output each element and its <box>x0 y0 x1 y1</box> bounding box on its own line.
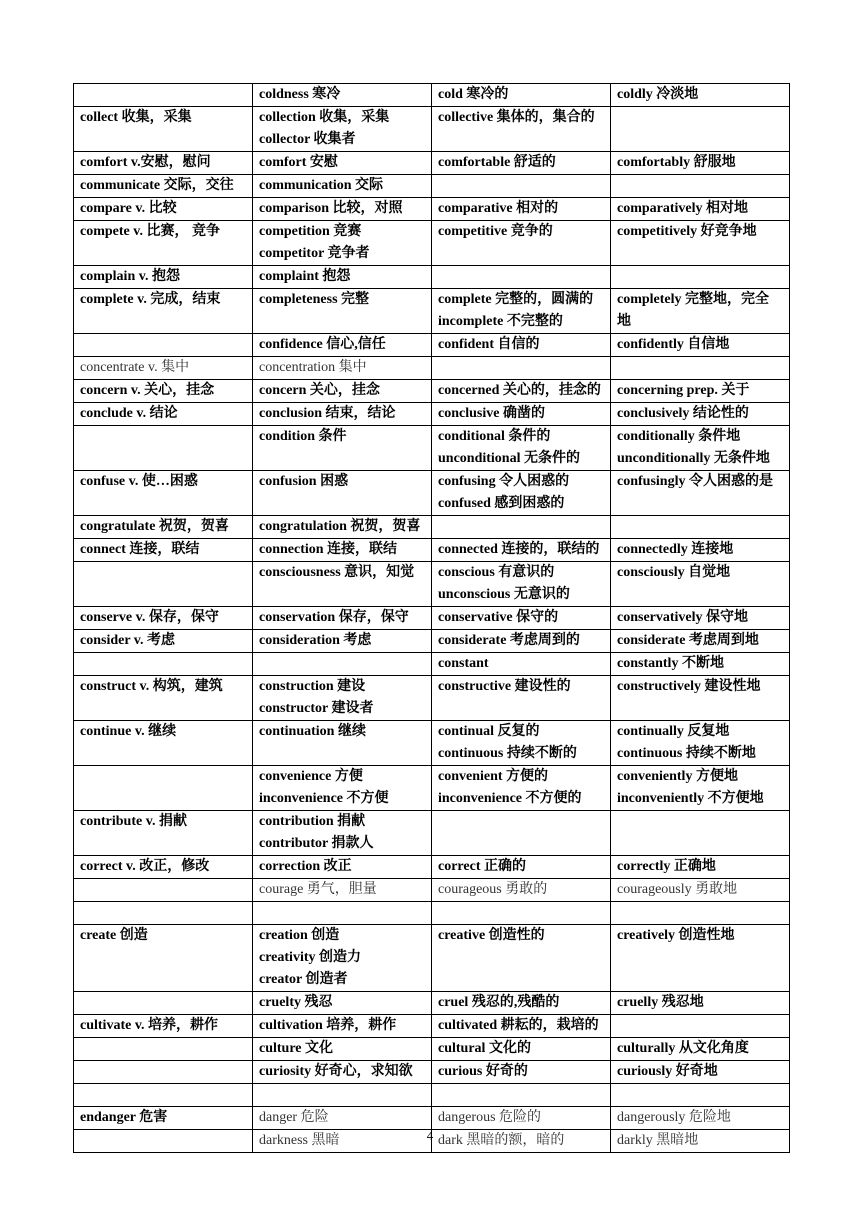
cell-text: creative 创造性的 <box>438 928 545 943</box>
cell-text: cultivated 耕耘的，栽培的 <box>438 1018 599 1033</box>
cell-text: confusion 困惑 <box>259 474 349 489</box>
cell-text: construction 建设 <box>259 679 366 694</box>
table-cell <box>432 925 611 992</box>
cell-text: unconscious 无意识的 <box>438 587 570 602</box>
table-cell <box>611 380 790 403</box>
cell-text: collector 收集者 <box>259 132 356 147</box>
table-cell <box>74 562 253 607</box>
table-cell <box>253 516 432 539</box>
cell-text: cultivation 培养，耕作 <box>259 1018 397 1033</box>
table-cell <box>253 107 432 152</box>
table-row <box>74 357 790 380</box>
cell-text: complain v. 抱怨 <box>80 269 180 284</box>
table-cell <box>432 1084 611 1107</box>
cell-text: constructive 建设性的 <box>438 679 571 694</box>
table-cell <box>432 607 611 630</box>
table-cell <box>74 357 253 380</box>
table-cell <box>253 198 432 221</box>
cell-text: dangerously 危险地 <box>617 1110 731 1125</box>
cell-text: cruelty 残忍 <box>259 995 333 1010</box>
cell-text: continuous 持续不断地 <box>617 746 756 761</box>
table-row <box>74 198 790 221</box>
table-cell <box>74 289 253 334</box>
table-cell <box>432 811 611 856</box>
cell-text: culturally 从文化角度 <box>617 1041 749 1056</box>
cell-text: curiously 好奇地 <box>617 1064 718 1079</box>
cell-text: darkly 黑暗地 <box>617 1133 699 1148</box>
cell-text: continuation 继续 <box>259 724 366 739</box>
table-cell <box>74 198 253 221</box>
table-cell <box>253 334 432 357</box>
table-cell <box>432 152 611 175</box>
cell-text: correct v. 改正，修改 <box>80 859 210 874</box>
cell-text: creator 创造者 <box>259 972 348 987</box>
table-cell <box>611 992 790 1015</box>
table-cell <box>74 84 253 107</box>
table-cell <box>611 426 790 471</box>
table-cell <box>432 902 611 925</box>
cell-text: curiosity 好奇心，求知欲 <box>259 1064 413 1079</box>
cell-text: considerate 考虑周到的 <box>438 633 580 648</box>
cell-text: contribute v. 捐献 <box>80 814 187 829</box>
table-cell <box>611 516 790 539</box>
table-cell <box>74 403 253 426</box>
page-number: 4 <box>426 1128 434 1143</box>
table-cell <box>74 1107 253 1130</box>
table-cell <box>253 357 432 380</box>
cell-text: concern v. 关心，挂念 <box>80 383 215 398</box>
cell-text: comparative 相对的 <box>438 201 559 216</box>
cell-text: competitive 竞争的 <box>438 224 553 239</box>
cell-text: create 创造 <box>80 928 148 943</box>
table-cell <box>74 266 253 289</box>
cell-text: confident 自信的 <box>438 337 540 352</box>
table-cell <box>74 630 253 653</box>
table-cell <box>253 426 432 471</box>
cell-text: confuse v. 使…困惑 <box>80 474 198 489</box>
table-cell <box>74 516 253 539</box>
table-cell <box>253 925 432 992</box>
table-row <box>74 902 790 925</box>
cell-text: inconveniently 不方便地 <box>617 791 764 806</box>
cell-text: continually 反复地 <box>617 724 730 739</box>
cell-text: connectedly 连接地 <box>617 542 734 557</box>
table-row <box>74 1107 790 1130</box>
table-cell <box>253 471 432 516</box>
cell-text: correction 改正 <box>259 859 352 874</box>
cell-text: completeness 完整 <box>259 292 370 307</box>
cell-text: correct 正确的 <box>438 859 526 874</box>
vocabulary-table <box>73 83 790 1153</box>
cell-text: continuous 持续不断的 <box>438 746 577 761</box>
table-cell <box>432 766 611 811</box>
table-cell <box>611 1084 790 1107</box>
table-cell <box>611 630 790 653</box>
table-cell <box>611 221 790 266</box>
table-row <box>74 721 790 766</box>
table-cell <box>432 198 611 221</box>
table-cell <box>74 107 253 152</box>
table-cell <box>611 266 790 289</box>
table-row <box>74 879 790 902</box>
cell-text: comfort 安慰 <box>259 155 338 170</box>
table-cell <box>432 1038 611 1061</box>
table-row <box>74 856 790 879</box>
table-cell <box>432 403 611 426</box>
table-cell <box>611 653 790 676</box>
table-cell <box>432 266 611 289</box>
cell-text: conservatively 保守地 <box>617 610 749 625</box>
table-cell <box>253 1107 432 1130</box>
table-cell <box>432 539 611 562</box>
table-row <box>74 266 790 289</box>
cell-text: connect 连接，联结 <box>80 542 200 557</box>
table-cell <box>74 676 253 721</box>
cell-text: danger 危险 <box>259 1110 329 1125</box>
cell-text: competitively 好竞争地 <box>617 224 757 239</box>
cell-text: collect 收集，采集 <box>80 110 192 125</box>
table-row <box>74 676 790 721</box>
table-cell <box>432 221 611 266</box>
cell-text: curious 好奇的 <box>438 1064 528 1079</box>
table-cell <box>432 1015 611 1038</box>
cell-text: endanger 危害 <box>80 1110 168 1125</box>
cell-text: collection 收集，采集 <box>259 110 390 125</box>
table-cell <box>432 1107 611 1130</box>
table-cell <box>74 221 253 266</box>
cell-text: comfortably 舒服地 <box>617 155 736 170</box>
table-row <box>74 1061 790 1084</box>
table-cell <box>432 334 611 357</box>
cell-text: conveniently 方便地 <box>617 769 738 784</box>
table-cell <box>611 1015 790 1038</box>
cell-text: concerning prep. 关于 <box>617 383 750 398</box>
cell-text: courageously 勇敢地 <box>617 882 738 897</box>
table-cell <box>611 334 790 357</box>
table-cell <box>253 1015 432 1038</box>
table-cell <box>74 380 253 403</box>
table-row <box>74 539 790 562</box>
cell-text: unconditionally 无条件地 <box>617 451 770 466</box>
table-cell <box>253 653 432 676</box>
cell-text: conclusion 结束，结论 <box>259 406 396 421</box>
table-cell <box>74 811 253 856</box>
table-cell <box>253 676 432 721</box>
table-cell <box>432 471 611 516</box>
cell-text: compare v. 比较 <box>80 201 177 216</box>
table-cell <box>432 84 611 107</box>
table-cell <box>611 289 790 334</box>
cell-text: constructor 建设者 <box>259 701 374 716</box>
cell-text: inconvenience 不方便 <box>259 791 389 806</box>
cell-text: courageous 勇敢的 <box>438 882 548 897</box>
table-cell <box>611 766 790 811</box>
table-cell <box>74 539 253 562</box>
table-cell <box>253 1038 432 1061</box>
cell-text: cold 寒冷的 <box>438 87 509 102</box>
table-cell <box>74 721 253 766</box>
table-cell <box>611 357 790 380</box>
cell-text: complete 完整的，圆满的 <box>438 292 594 307</box>
table-cell <box>611 1061 790 1084</box>
table-cell <box>432 992 611 1015</box>
cell-text: courage 勇气，胆量 <box>259 882 377 897</box>
table-cell <box>253 902 432 925</box>
cell-text: confidently 自信地 <box>617 337 730 352</box>
cell-text: culture 文化 <box>259 1041 334 1056</box>
table-cell <box>253 539 432 562</box>
table-cell <box>611 198 790 221</box>
cell-text: connected 连接的，联结的 <box>438 542 600 557</box>
cell-text: creation 创造 <box>259 928 340 943</box>
table-cell <box>253 266 432 289</box>
cell-text: complaint 抱怨 <box>259 269 351 284</box>
table-cell <box>432 879 611 902</box>
table-cell <box>611 1107 790 1130</box>
table-cell <box>611 403 790 426</box>
table-row <box>74 1084 790 1107</box>
cell-text: cruel 残忍的,残酷的 <box>438 995 560 1010</box>
table-cell <box>432 289 611 334</box>
table-cell <box>253 84 432 107</box>
table-cell <box>253 380 432 403</box>
table-cell <box>74 607 253 630</box>
cell-text: convenient 方便的 <box>438 769 549 784</box>
table-cell <box>253 562 432 607</box>
cell-text: conditional 条件的 <box>438 429 551 444</box>
cell-text: consciousness 意识，知觉 <box>259 565 415 580</box>
cell-text: confusing 令人困惑的 <box>438 474 570 489</box>
cell-text: incomplete 不完整的 <box>438 314 563 329</box>
table-cell <box>253 811 432 856</box>
table-cell <box>432 426 611 471</box>
table-cell <box>432 175 611 198</box>
table-cell <box>253 1061 432 1084</box>
cell-text: inconvenience 不方便的 <box>438 791 582 806</box>
table-cell <box>74 992 253 1015</box>
table-cell <box>74 653 253 676</box>
table-row <box>74 221 790 266</box>
table-cell <box>74 471 253 516</box>
cell-text: concentrate v. 集中 <box>80 360 190 375</box>
cell-text: convenience 方便 <box>259 769 363 784</box>
table-cell <box>74 925 253 992</box>
cell-text: congratulate 祝贺，贺喜 <box>80 519 229 534</box>
cell-text: competitor 竞争者 <box>259 246 370 261</box>
cell-text: constant <box>438 656 489 671</box>
table-cell <box>611 107 790 152</box>
cell-text: completely 完整地，完全 <box>617 292 770 307</box>
table-row <box>74 403 790 426</box>
cell-text: cruelly 残忍地 <box>617 995 704 1010</box>
cell-text: concerned 关心的，挂念的 <box>438 383 601 398</box>
table-cell <box>74 334 253 357</box>
table-cell <box>253 403 432 426</box>
cell-text: continual 反复的 <box>438 724 540 739</box>
table-cell <box>611 175 790 198</box>
table-row <box>74 1038 790 1061</box>
table-cell <box>253 175 432 198</box>
table-cell <box>611 84 790 107</box>
table-cell <box>74 152 253 175</box>
cell-text: communication 交际 <box>259 178 384 193</box>
table-cell <box>253 721 432 766</box>
table-cell <box>432 630 611 653</box>
table-cell <box>432 516 611 539</box>
table-row <box>74 516 790 539</box>
cell-text: confusingly 令人困惑的是 <box>617 474 773 489</box>
cell-text: contribution 捐献 <box>259 814 366 829</box>
cell-text: conservative 保守的 <box>438 610 559 625</box>
table-cell <box>74 902 253 925</box>
table-row <box>74 653 790 676</box>
cell-text: communicate 交际，交往 <box>80 178 234 193</box>
table-cell <box>611 152 790 175</box>
cell-text: dark 黑暗的额，暗的 <box>438 1133 565 1148</box>
table-cell <box>253 992 432 1015</box>
cell-text: conscious 有意识的 <box>438 565 555 580</box>
table-row <box>74 471 790 516</box>
cell-text: unconditional 无条件的 <box>438 451 580 466</box>
document-page <box>73 83 787 1153</box>
table-cell <box>611 471 790 516</box>
cell-text: creatively 创造性地 <box>617 928 735 943</box>
table-cell <box>253 289 432 334</box>
table-row <box>74 380 790 403</box>
cell-text: darkness 黑暗 <box>259 1133 340 1148</box>
table-cell <box>253 152 432 175</box>
table-cell <box>253 856 432 879</box>
cell-text: concern 关心，挂念 <box>259 383 380 398</box>
table-cell <box>253 766 432 811</box>
table-cell <box>611 856 790 879</box>
table-cell <box>611 676 790 721</box>
cell-text: comparatively 相对地 <box>617 201 749 216</box>
cell-text: considerate 考虑周到地 <box>617 633 759 648</box>
table-cell <box>432 562 611 607</box>
cell-text: creativity 创造力 <box>259 950 361 965</box>
table-cell <box>432 357 611 380</box>
table-row <box>74 289 790 334</box>
cell-text: dangerous 危险的 <box>438 1110 542 1125</box>
cell-text: condition 条件 <box>259 429 347 444</box>
table-cell <box>74 879 253 902</box>
table-cell <box>74 426 253 471</box>
table-cell <box>74 1061 253 1084</box>
cell-text: correctly 正确地 <box>617 859 716 874</box>
table-cell <box>611 902 790 925</box>
table-row <box>74 630 790 653</box>
cell-text: conclusively 结论性的 <box>617 406 749 421</box>
cell-text: coldness 寒冷 <box>259 87 341 102</box>
cell-text: construct v. 构筑，建筑 <box>80 679 223 694</box>
cell-text: confidence 信心,信任 <box>259 337 386 352</box>
table-row <box>74 426 790 471</box>
cell-text: consciously 自觉地 <box>617 565 731 580</box>
table-cell <box>611 721 790 766</box>
table-cell <box>74 856 253 879</box>
table-cell <box>432 107 611 152</box>
table-row <box>74 607 790 630</box>
cell-text: continue v. 继续 <box>80 724 177 739</box>
table-cell <box>253 630 432 653</box>
cell-text: comparison 比较，对照 <box>259 201 403 216</box>
table-cell <box>432 380 611 403</box>
table-cell <box>611 811 790 856</box>
table-row <box>74 1015 790 1038</box>
cell-text: compete v. 比赛， 竞争 <box>80 224 220 239</box>
cell-text: conservation 保存，保守 <box>259 610 409 625</box>
vocabulary-table-body <box>74 84 790 1153</box>
cell-text: conserve v. 保存，保守 <box>80 610 219 625</box>
table-cell <box>74 1015 253 1038</box>
cell-text: contributor 捐款人 <box>259 836 374 851</box>
table-cell <box>611 879 790 902</box>
cell-text: constantly 不断地 <box>617 656 724 671</box>
cell-text: conclusive 确凿的 <box>438 406 545 421</box>
cell-text: consider v. 考虑 <box>80 633 176 648</box>
cell-text: comfort v.安慰，慰问 <box>80 155 211 170</box>
table-row <box>74 562 790 607</box>
cell-text: cultivate v. 培养，耕作 <box>80 1018 219 1033</box>
table-cell <box>74 175 253 198</box>
table-row <box>74 84 790 107</box>
cell-text: 地 <box>617 314 631 329</box>
cell-text: concentration 集中 <box>259 360 367 375</box>
table-cell <box>611 607 790 630</box>
table-row <box>74 175 790 198</box>
table-cell <box>74 1038 253 1061</box>
table-cell <box>432 653 611 676</box>
table-row <box>74 766 790 811</box>
cell-text: comfortable 舒适的 <box>438 155 556 170</box>
table-cell <box>432 721 611 766</box>
cell-text: conditionally 条件地 <box>617 429 741 444</box>
cell-text: competition 竞赛 <box>259 224 362 239</box>
table-row <box>74 811 790 856</box>
table-row <box>74 107 790 152</box>
cell-text: consideration 考虑 <box>259 633 372 648</box>
table-row <box>74 992 790 1015</box>
cell-text: connection 连接，联结 <box>259 542 398 557</box>
table-cell <box>74 766 253 811</box>
cell-text: conclude v. 结论 <box>80 406 178 421</box>
table-cell <box>432 856 611 879</box>
table-cell <box>611 562 790 607</box>
table-cell <box>253 607 432 630</box>
table-row <box>74 334 790 357</box>
table-cell <box>253 879 432 902</box>
table-cell <box>611 1038 790 1061</box>
table-cell <box>253 1084 432 1107</box>
table-cell <box>611 925 790 992</box>
table-row <box>74 152 790 175</box>
table-cell <box>74 1084 253 1107</box>
cell-text: cultural 文化的 <box>438 1041 531 1056</box>
cell-text: confused 感到困惑的 <box>438 496 565 511</box>
table-cell <box>611 539 790 562</box>
table-cell <box>432 676 611 721</box>
table-cell <box>253 221 432 266</box>
cell-text: coldly 冷淡地 <box>617 87 699 102</box>
cell-text: collective 集体的，集合的 <box>438 110 595 125</box>
table-row <box>74 925 790 992</box>
cell-text: constructively 建设性地 <box>617 679 761 694</box>
table-cell <box>432 1061 611 1084</box>
cell-text: complete v. 完成，结束 <box>80 292 221 307</box>
cell-text: congratulation 祝贺，贺喜 <box>259 519 421 534</box>
